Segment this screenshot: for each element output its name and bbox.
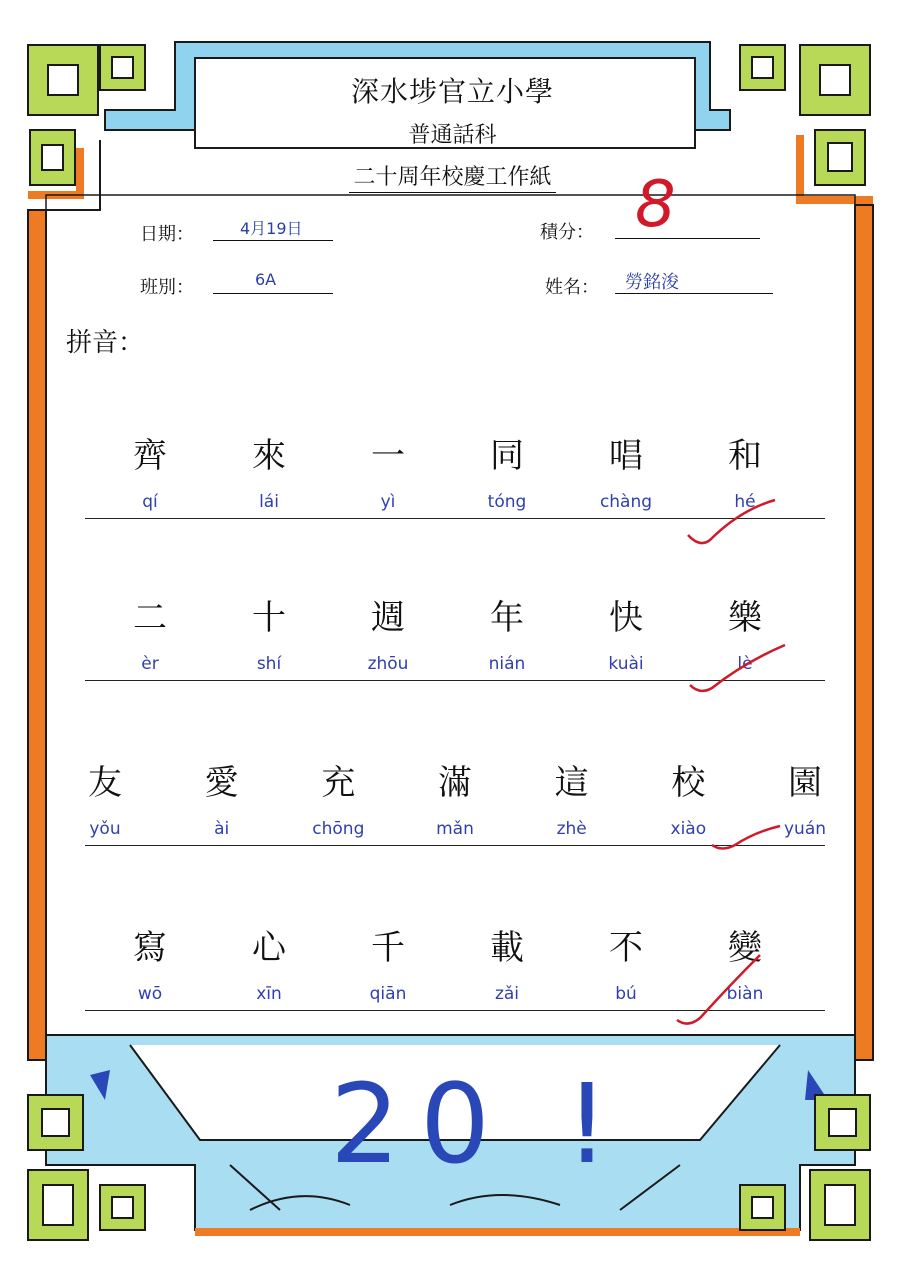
hanzi-char: 樂	[728, 598, 762, 638]
pinyin-answer: xiào	[670, 819, 707, 839]
date-label: 日期：	[140, 224, 194, 245]
hanzi-char: 唱	[609, 436, 643, 476]
class-value: 6A	[255, 270, 277, 289]
worksheet-title: 二十周年校慶工作紙	[0, 160, 905, 191]
pinyin-answer: zhè	[556, 819, 587, 839]
pinyin-answer: wō	[137, 984, 163, 1004]
pinyin-answer: mǎn	[436, 819, 474, 839]
hanzi-char: 和	[728, 436, 762, 476]
pinyin-answer: qí	[142, 492, 158, 512]
hanzi-char: 千	[371, 928, 405, 968]
hanzi-char: 園	[788, 763, 822, 803]
pinyin-answer: xīn	[256, 984, 282, 1004]
pinyin-answer: ài	[214, 819, 230, 839]
name-label: 姓名：	[545, 277, 599, 298]
pinyin-answer: tóng	[487, 492, 527, 512]
pinyin-answer: zǎi	[494, 984, 520, 1004]
pinyin-answer: yì	[380, 492, 396, 512]
subject-title: 普通話科	[408, 123, 497, 148]
hanzi-char: 快	[609, 598, 643, 638]
pinyin-answer: hé	[734, 492, 756, 512]
hanzi-char: 一	[371, 436, 405, 476]
name-value: 勞銘浚	[625, 272, 679, 293]
hanzi-char: 同	[490, 436, 524, 476]
hanzi-char: 載	[490, 928, 524, 968]
hanzi-char: 變	[728, 928, 762, 968]
pinyin-answer: yǒu	[89, 819, 121, 839]
hanzi-char: 來	[252, 436, 286, 476]
date-value: 4月19日	[240, 219, 303, 238]
pinyin-answer: yuán	[783, 819, 827, 839]
pinyin-answer: biàn	[726, 984, 764, 1004]
section-label: 拼音：	[66, 328, 145, 358]
pinyin-answer: chōng	[312, 819, 365, 839]
check-mark-row-1	[688, 500, 775, 543]
check-mark-row-3	[712, 826, 780, 849]
hanzi-char: 不	[609, 928, 643, 968]
hanzi-char: 愛	[204, 763, 239, 803]
check-mark-row-4	[677, 955, 760, 1024]
school-name: 深水埗官立小學	[350, 75, 554, 108]
pinyin-answer: lè	[737, 654, 753, 674]
score-label: 積分：	[540, 222, 594, 243]
pinyin-answer: èr	[141, 654, 159, 674]
pinyin-answer: shí	[256, 654, 282, 674]
pinyin-answer: nián	[488, 654, 526, 674]
pinyin-answer: zhōu	[367, 654, 409, 674]
hanzi-char: 寫	[133, 928, 167, 968]
hanzi-char: 滿	[438, 763, 472, 803]
pinyin-answer: kuài	[608, 654, 644, 674]
score-value: 8	[635, 168, 676, 242]
pinyin-answer: bú	[615, 984, 637, 1004]
hanzi-char: 充	[321, 763, 356, 803]
pinyin-answer: qiān	[369, 984, 407, 1004]
hanzi-char: 校	[671, 763, 706, 803]
pinyin-answer: lái	[259, 492, 279, 512]
hanzi-char: 年	[490, 598, 524, 638]
check-mark-row-2	[690, 645, 785, 691]
hanzi-char: 十	[252, 598, 286, 638]
hanzi-char: 友	[88, 763, 122, 803]
hanzi-char: 心	[252, 928, 286, 968]
hanzi-char: 齊	[133, 436, 167, 476]
hanzi-char: 二	[133, 598, 167, 638]
class-label: 班別：	[140, 277, 194, 298]
anniversary-number-drawing: 20 !	[330, 1060, 630, 1188]
hanzi-char: 週	[371, 598, 405, 638]
hanzi-char: 這	[554, 763, 589, 803]
pinyin-answer: chàng	[599, 492, 653, 512]
